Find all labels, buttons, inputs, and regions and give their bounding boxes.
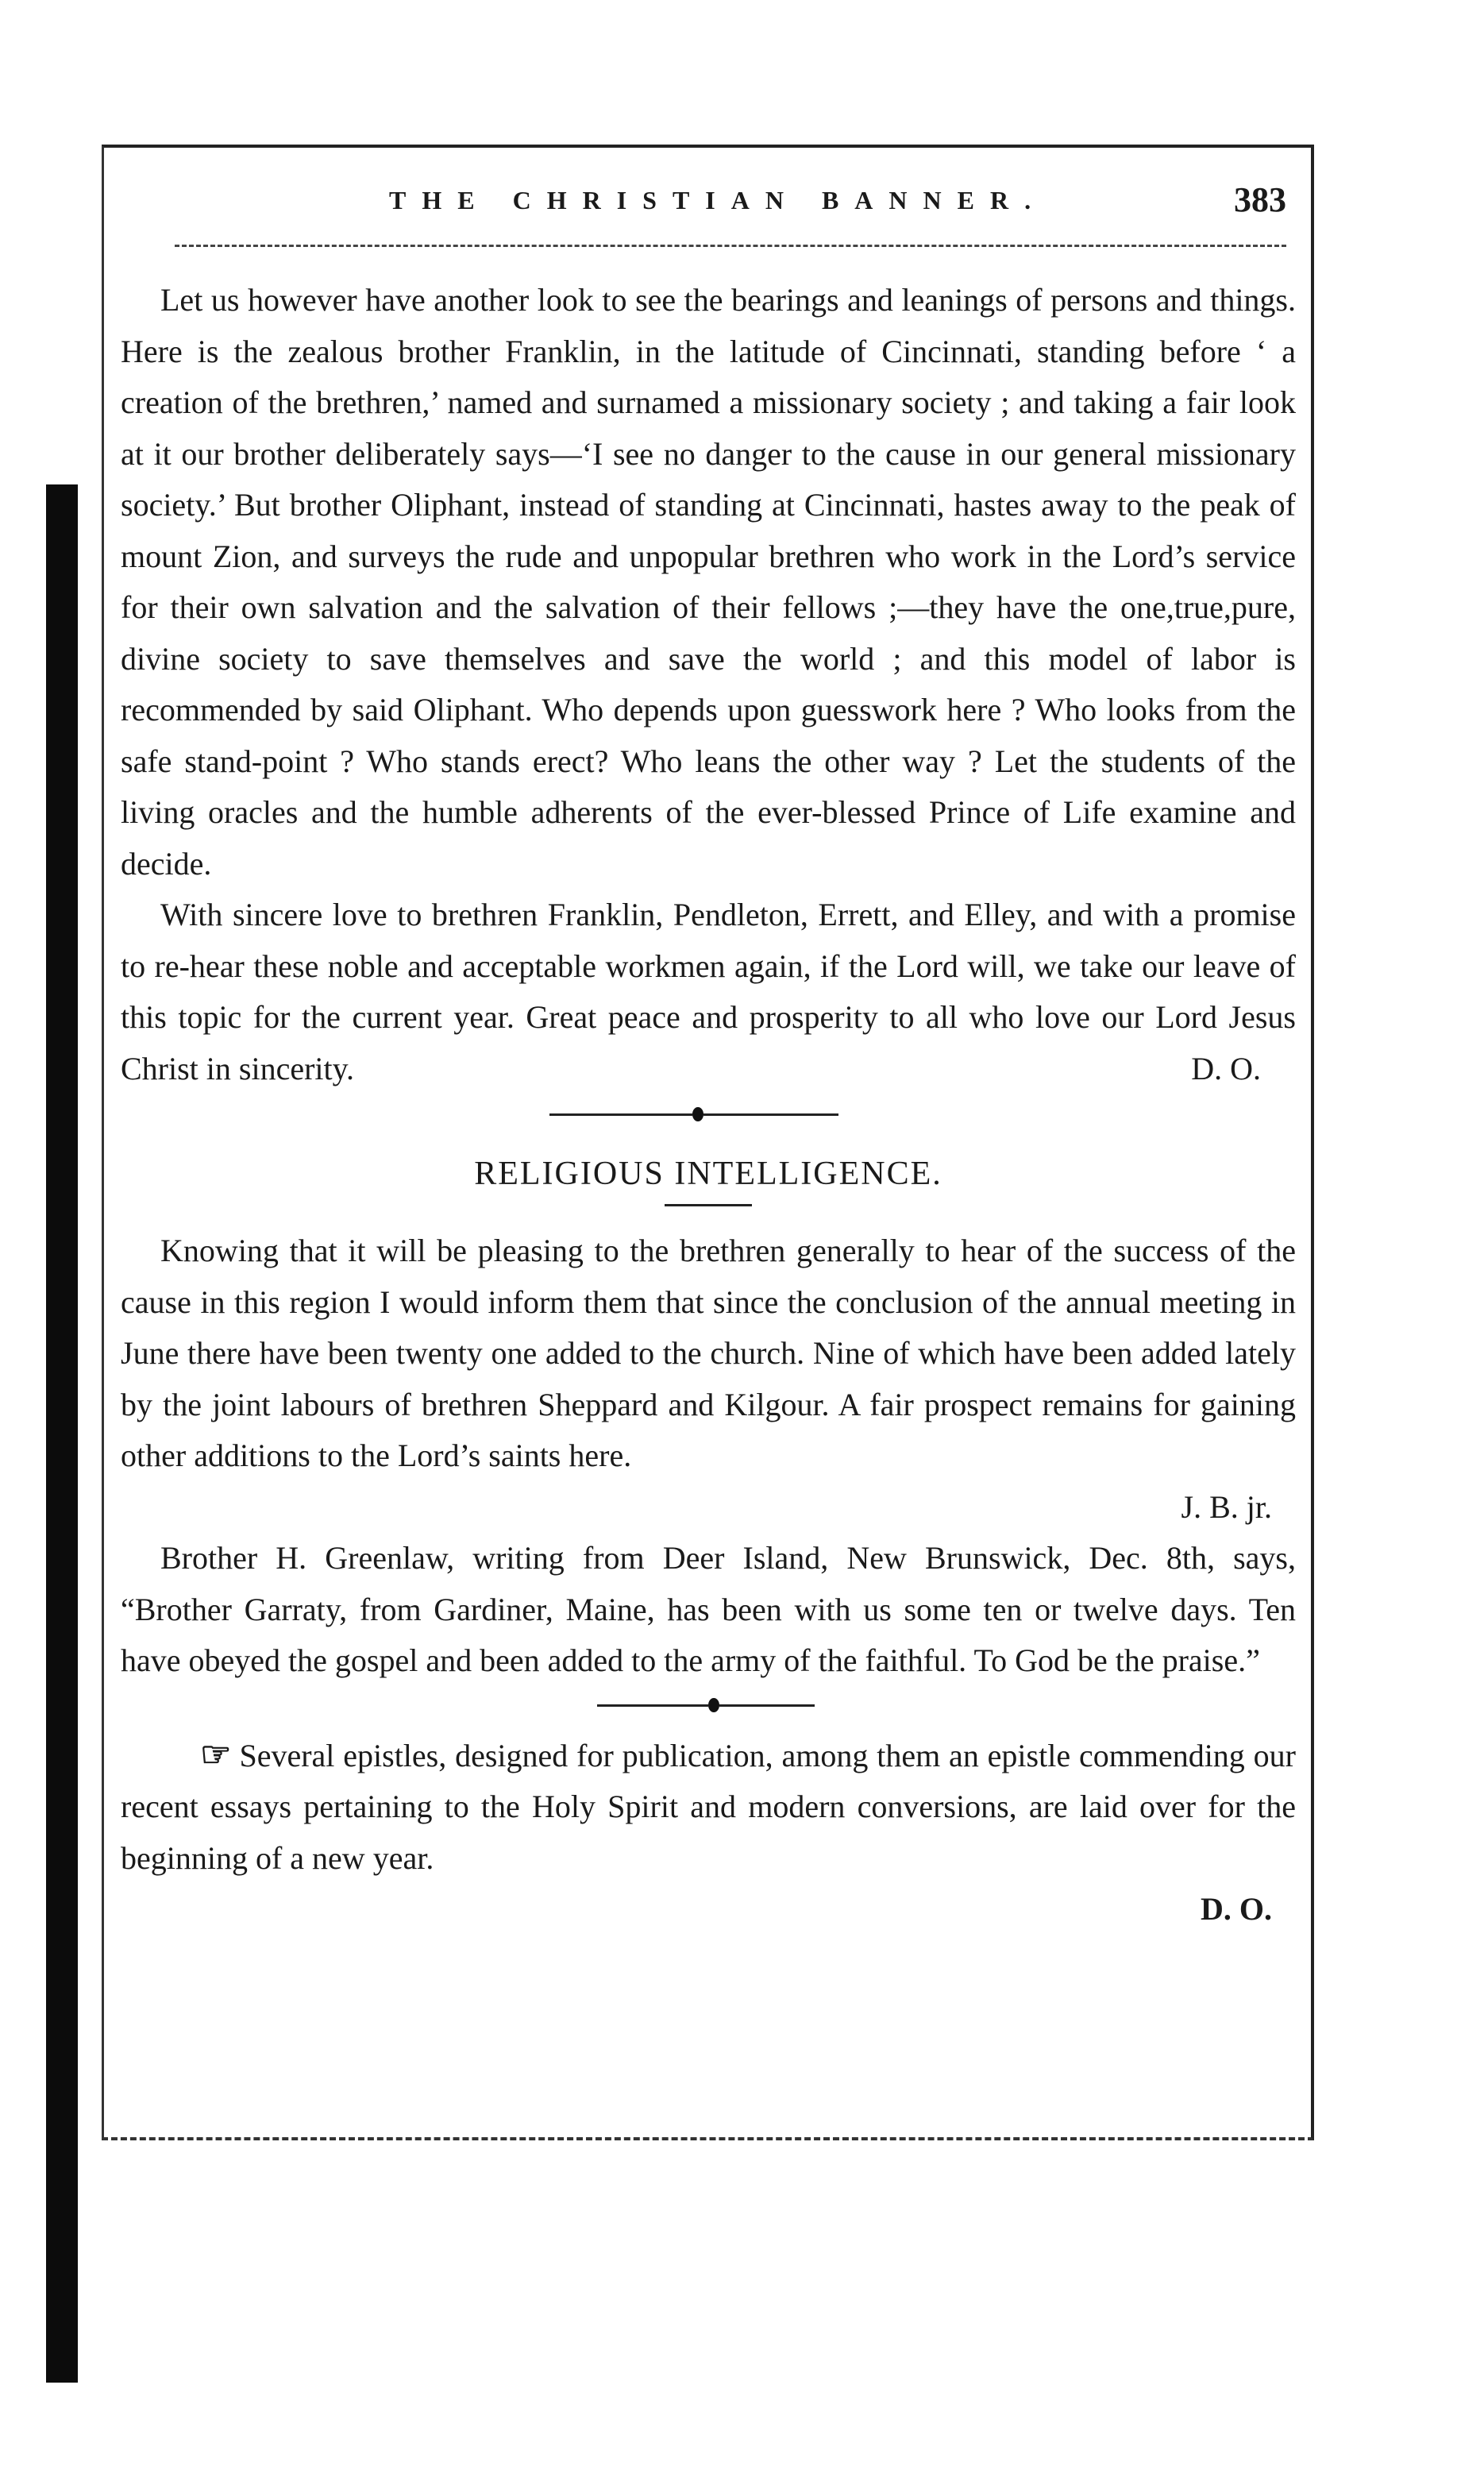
article-body <box>121 275 1296 1935</box>
paragraph-1: Let us however have another look to see the bearings and leanings of persons and things. Here is the zealous brother Franklin, in the latitude of Cincinnati, standing before ‘ a creation of the brethren,’ named and surnamed a missionary society ; and taking a fair look at it our brother deliberately says—‘I see no danger to the cause in our general missionary society.’ But brother Oliphant, instead of standing at Cincinnati, hastes away to the peak of mount Zion, and surveys the rude and unpopular brethren who work in the Lord’s service for their own salvation and the salvation of their fellows ;—they have the one,true,pure, divine society to save themselves and save the world ; and this model of labor is recommended by said Oliphant. Who depends upon guesswork here ? Who looks from the safe stand-point ? Who stands erect? Who leans the other way ? Let the students of the living oracles and the humble adherents of the ever-blessed Prince of Life examine and decide. <box>121 282 1296 882</box>
notice-text: Several epistles, designed for publication, among them an epistle commending our recent essays pertaining to the Holy Spirit and modern conversions, are laid over for the beginning of a new year. <box>121 1737 1296 1876</box>
paragraph-3: Knowing that it will be pleasing to the brethren generally to hear of the success of the cause in this region I would inform them that since the conclusion of the annual meeting in June there have been twenty one added to the church. Nine of which have been added lately by the joint labours of brethren Sheppard and Kilgour. A fair prospect remains for gaining other additions to the Lord’s saints here. <box>121 1233 1296 1473</box>
paragraph-4: Brother H. Greenlaw, writing from Deer Island, New Brunswick, Dec. 8th, says, “Brother Garraty, from Gardiner, Maine, has been with us some ten or twelve days. Ten have obeyed the gospel and been added to the army of the faithful. To God be the praise.” <box>121 1540 1296 1678</box>
divider-line-right <box>703 1113 838 1116</box>
editor-notice <box>121 1730 1296 1885</box>
running-title: THE CHRISTIAN BANNER. <box>389 186 1047 214</box>
paragraph-2-text: With sincere love to brethren Franklin, Pendleton, Errett, and Elley, and with a promise to re-hear these noble and acceptable workmen again, if the Lord will, we take our leave of this topic for the current year. Great peace and prosperity to all who love our Lord Jesus Christ in sincerity. <box>121 897 1296 1086</box>
divider-line-left <box>549 1113 692 1116</box>
paragraph-2 <box>121 890 1296 1094</box>
binding-edge <box>46 484 78 2383</box>
divider-dot <box>708 1698 719 1712</box>
running-head <box>183 179 1286 227</box>
heading-underline <box>665 1204 752 1206</box>
section-heading: RELIGIOUS INTELLIGENCE. <box>474 1156 942 1192</box>
divider-line-right <box>719 1704 815 1707</box>
pointing-hand-icon: ☞ <box>200 1735 232 1774</box>
ornamental-divider <box>121 1099 1296 1131</box>
signature-do-final: D. O. <box>1201 1891 1272 1927</box>
signature-jb: J. B. jr. <box>1181 1488 1272 1525</box>
divider-dot <box>692 1107 703 1121</box>
ornamental-divider-2 <box>121 1690 1296 1722</box>
page-number: 383 <box>1234 180 1286 219</box>
signature-do: D. O. <box>1191 1050 1261 1086</box>
header-rule <box>175 245 1286 247</box>
divider-line-left <box>597 1704 708 1707</box>
